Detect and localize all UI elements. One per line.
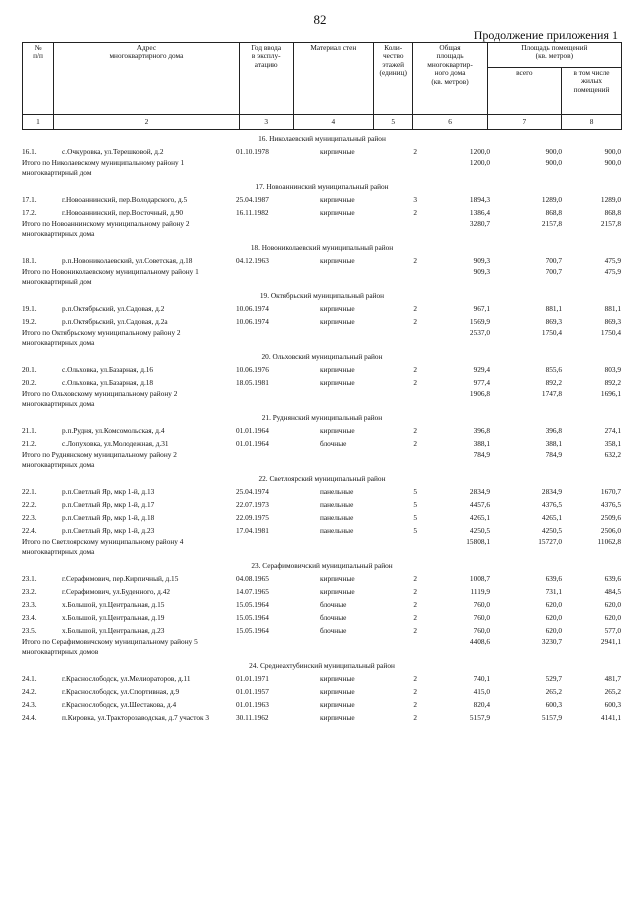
row-area-all: 4265,1 [541,513,562,522]
table-row [22,254,622,267]
row-area-living: 577,0 [604,626,621,635]
row-year: 01.01.1971 [236,674,269,683]
row-material: блочные [320,626,347,635]
total-area: 4408,6 [469,637,490,646]
region-heading: 16. Николаевский муниципальный район [258,134,386,143]
row-material: кирпичные [320,700,355,709]
row-address: с.Ольховка, ул.Базарная, д.16 [62,365,154,374]
total-label: Итого по Руднянскому муниципальному району 2 многоквартирных дома [22,450,177,469]
total-area-living: 11062,8 [597,537,621,546]
row-address: р.п.Светлый Яр, мкр 1-й, д.17 [62,500,155,509]
row-total-area: 929,4 [473,365,490,374]
row-area-living: 803,9 [604,365,621,374]
row-year: 10.06.1976 [236,365,269,374]
row-year: 10.06.1974 [236,304,269,313]
row-address: п.Кировка, ул.Тракторозаводская, д.7 участок 3 [62,713,210,722]
row-material: панельные [320,487,354,496]
row-total-area: 1894,3 [469,195,490,204]
row-total-area: 388,1 [473,439,490,448]
row-area-all: 1289,0 [541,195,562,204]
header-floors: Коли- чество этажей (единиц) [374,43,413,115]
row-floors: 2 [413,256,417,265]
row-floors: 5 [413,487,417,496]
continuation-title: Продолжение приложения 1 [473,28,618,42]
row-address: г.Серафимович, пер.Кирпичный, д.15 [62,574,179,583]
total-area-living: 475,9 [604,267,621,276]
table-row [22,363,622,376]
row-material: кирпичные [320,208,355,217]
total-area-living: 900,0 [604,158,621,167]
row-area-all: 700,7 [545,256,562,265]
total-area-living: 2941,1 [600,637,621,646]
row-total-area: 977,4 [473,378,490,387]
row-address: г.Краснослободск, ул.Спортивная, д.9 [62,687,180,696]
table-row [22,193,622,206]
row-total-area: 396,8 [473,426,490,435]
total-row [22,267,622,289]
row-area-all: 396,8 [545,426,562,435]
row-address: р.п.Рудня, ул.Комсомольская, д.4 [62,426,165,435]
row-area-living: 869,3 [604,317,621,326]
row-year: 17.04.1981 [236,526,269,535]
row-floors: 2 [413,208,417,217]
row-material: кирпичные [320,147,355,156]
row-total-area: 1008,7 [469,574,490,583]
row-total-area: 4250,5 [469,526,490,535]
row-year: 25.04.1987 [236,195,269,204]
row-area-living: 881,1 [604,304,621,313]
row-total-area: 415,0 [473,687,490,696]
row-floors: 2 [413,317,417,326]
table-row [22,585,622,598]
table-row [22,672,622,685]
total-label: Итого по Октябрьскому муниципальному району 2 многоквартирных дома [22,328,181,347]
total-row [22,450,622,472]
region-heading: 23. Серафимовичский муниципальный район [251,561,393,570]
row-address: с.Лопуховка, ул.Молодежная, д.31 [62,439,169,448]
row-area-living: 358,1 [604,439,621,448]
row-number: 19.1. [22,304,37,313]
total-label: Итого по Новоаннинскому муниципальному району 2 многоквартирных дома [22,219,190,238]
total-area: 1906,8 [469,389,490,398]
row-area-living: 265,2 [604,687,621,696]
col-number: 8 [562,115,622,130]
row-area-living: 892,2 [604,378,621,387]
row-number: 17.2. [22,208,37,217]
header-address: Адрес многоквартирного дома [53,43,239,115]
row-material: кирпичные [320,587,355,596]
row-area-all: 892,2 [545,378,562,387]
row-year: 14.07.1965 [236,587,269,596]
row-area-all: 4376,5 [541,500,562,509]
table-row [22,711,622,724]
col-number: 2 [53,115,239,130]
row-number: 20.2. [22,378,37,387]
row-area-living: 481,7 [604,674,621,683]
row-number: 21.2. [22,439,37,448]
row-material: кирпичные [320,674,355,683]
row-year: 22.07.1973 [236,500,269,509]
total-row [22,219,622,241]
row-number: 23.4. [22,613,37,622]
header-num: № п/п [23,43,54,115]
header-year: Год ввода в эксплу- атацию [239,43,293,115]
row-year: 22.09.1975 [236,513,269,522]
region-heading: 21. Руднянский муниципальный район [261,413,383,422]
table-row [22,376,622,389]
row-area-living: 600,3 [604,700,621,709]
total-area-living: 1696,1 [600,389,621,398]
row-area-all: 869,3 [545,317,562,326]
row-number: 22.1. [22,487,37,496]
total-label: Итого по Николаевскому муниципальному району 1 многоквартирный дом [22,158,185,177]
region-heading: 24. Среднеахтубинский муниципальный район [249,661,395,670]
header-premises: Площадь помещений (кв. метров) [487,43,621,68]
row-total-area: 4265,1 [469,513,490,522]
row-total-area: 760,0 [473,626,490,635]
row-material: блочные [320,600,347,609]
row-area-all: 5157,9 [541,713,562,722]
total-area: 909,3 [473,267,490,276]
row-address: р.п.Светлый Яр, мкр 1-й, д.23 [62,526,155,535]
row-address: г.Серафимович, ул.Буденного, д.42 [62,587,170,596]
total-area-living: 2157,8 [600,219,621,228]
row-area-all: 620,0 [545,613,562,622]
table-row [22,485,622,498]
region-heading: 18. Новониколаевский муниципальный район [250,243,394,252]
total-row [22,537,622,559]
row-area-all: 731,1 [545,587,562,596]
row-total-area: 4457,6 [469,500,490,509]
row-year: 04.12.1963 [236,256,269,265]
table-row [22,624,622,637]
row-number: 23.3. [22,600,37,609]
row-floors: 5 [413,500,417,509]
total-area-all: 700,7 [545,267,562,276]
row-year: 01.01.1957 [236,687,269,696]
row-year: 01.10.1978 [236,147,269,156]
page-number: 82 [313,12,327,27]
row-material: панельные [320,500,354,509]
row-area-all: 881,1 [545,304,562,313]
table-row [22,598,622,611]
row-area-all: 2834,9 [541,487,562,496]
table-row [22,302,622,315]
row-number: 16.1. [22,147,37,156]
row-area-all: 388,1 [545,439,562,448]
row-total-area: 740,1 [473,674,490,683]
row-material: кирпичные [320,574,355,583]
row-year: 18.05.1981 [236,378,269,387]
row-number: 23.1. [22,574,37,583]
row-area-living: 620,0 [604,613,621,622]
row-floors: 2 [413,378,417,387]
row-total-area: 1569,9 [469,317,490,326]
header-column-numbers [23,115,622,130]
row-number: 22.3. [22,513,37,522]
row-floors: 2 [413,613,417,622]
row-address: р.п.Светлый Яр, мкр 1-й, д.18 [62,513,155,522]
header-living: в том числе жилых помещений [562,68,622,115]
row-year: 01.01.1964 [236,439,269,448]
row-year: 30.11.1962 [236,713,269,722]
table-row [22,498,622,511]
total-area: 784,9 [473,450,490,459]
total-area: 3280,7 [469,219,490,228]
row-material: кирпичные [320,713,355,722]
row-floors: 2 [413,713,417,722]
row-address: х.Большой, ул.Центральная, д.15 [62,600,165,609]
row-address: х.Большой, ул.Центральная, д.19 [62,613,165,622]
row-material: блочные [320,439,347,448]
row-total-area: 909,3 [473,256,490,265]
row-area-all: 900,0 [545,147,562,156]
region-heading: 22. Светлоярский муниципальный район [258,474,386,483]
row-area-living: 639,6 [604,574,621,583]
header-all: всего [487,68,561,115]
row-floors: 2 [413,574,417,583]
col-number: 6 [413,115,487,130]
table-row [22,611,622,624]
row-floors: 2 [413,600,417,609]
total-area: 2537,0 [469,328,490,337]
row-year: 04.08.1965 [236,574,269,583]
row-area-all: 620,0 [545,600,562,609]
row-number: 24.2. [22,687,37,696]
row-area-all: 868,8 [545,208,562,217]
row-material: кирпичные [320,426,355,435]
row-total-area: 2834,9 [469,487,490,496]
row-address: с.Ольховка, ул.Базарная, д.18 [62,378,154,387]
row-year: 15.05.1964 [236,613,269,622]
table-row [22,511,622,524]
row-address: р.п.Новониколаевский, ул.Советская, д.18 [62,256,193,265]
row-material: кирпичные [320,365,355,374]
header-total-area: Общая площадь многоквартир- ного дома (кв. метров) [413,43,487,115]
total-area-all: 2157,8 [541,219,562,228]
row-material: кирпичные [320,687,355,696]
row-area-all: 4250,5 [541,526,562,535]
row-area-living: 868,8 [604,208,621,217]
row-address: с.Очкуровка, ул.Терешковой, д.2 [62,147,164,156]
row-floors: 2 [413,439,417,448]
row-floors: 2 [413,147,417,156]
row-total-area: 967,1 [473,304,490,313]
row-area-all: 265,2 [545,687,562,696]
table-row [22,315,622,328]
col-number: 7 [487,115,561,130]
row-floors: 2 [413,700,417,709]
row-year: 10.06.1974 [236,317,269,326]
row-number: 23.5. [22,626,37,635]
row-number: 24.1. [22,674,37,683]
row-number: 19.2. [22,317,37,326]
row-area-all: 600,3 [545,700,562,709]
row-address: х.Большой, ул.Центральная, д.23 [62,626,165,635]
table-row [22,424,622,437]
row-area-living: 4376,5 [600,500,621,509]
table-row [22,572,622,585]
row-area-living: 274,1 [604,426,621,435]
total-area-living: 632,2 [604,450,621,459]
row-area-living: 2506,0 [600,526,621,535]
row-year: 25.04.1974 [236,487,269,496]
row-floors: 2 [413,587,417,596]
row-material: кирпичные [320,304,355,313]
row-year: 15.05.1964 [236,600,269,609]
row-number: 20.1. [22,365,37,374]
row-area-living: 1670,7 [600,487,621,496]
row-area-living: 620,0 [604,600,621,609]
row-floors: 5 [413,526,417,535]
row-total-area: 760,0 [473,600,490,609]
row-total-area: 1200,0 [469,147,490,156]
row-floors: 2 [413,365,417,374]
total-area: 15808,1 [466,537,490,546]
col-number: 1 [23,115,54,130]
row-material: блочные [320,613,347,622]
total-row [22,328,622,350]
row-material: панельные [320,513,354,522]
row-floors: 2 [413,674,417,683]
row-area-living: 484,5 [604,587,621,596]
row-material: кирпичные [320,317,355,326]
table-row [22,685,622,698]
row-floors: 2 [413,304,417,313]
row-number: 22.4. [22,526,37,535]
table-header [22,42,622,130]
row-number: 21.1. [22,426,37,435]
table-row [22,206,622,219]
row-material: панельные [320,526,354,535]
row-address: г.Новоаннинский, пер.Володарского, д.5 [62,195,188,204]
row-floors: 2 [413,626,417,635]
row-total-area: 5157,9 [469,713,490,722]
row-number: 18.1. [22,256,37,265]
row-area-living: 2509,6 [600,513,621,522]
row-address: г.Новоаннинский, пер.Восточный, д.90 [62,208,184,217]
row-area-all: 639,6 [545,574,562,583]
row-year: 16.11.1982 [236,208,269,217]
row-address: г.Краснослободск, ул.Мелиораторов, д.11 [62,674,191,683]
row-total-area: 1119,9 [470,587,490,596]
table-row [22,437,622,450]
row-year: 01.01.1964 [236,426,269,435]
total-area-all: 15727,0 [538,537,562,546]
total-area-all: 784,9 [545,450,562,459]
total-label: Итого по Светлоярскому муниципальному району 4 многоквартирных дома [22,537,184,556]
row-floors: 2 [413,426,417,435]
table-row [22,524,622,537]
col-number: 5 [374,115,413,130]
total-area-all: 900,0 [545,158,562,167]
table-row [22,698,622,711]
region-heading: 19. Октябрьский муниципальный район [259,291,385,300]
row-area-living: 4141,1 [600,713,621,722]
row-number: 22.2. [22,500,37,509]
region-heading: 17. Новоаннинский муниципальный район [255,182,389,191]
row-total-area: 820,4 [473,700,490,709]
row-area-all: 620,0 [545,626,562,635]
total-row [22,389,622,411]
total-area-all: 1750,4 [541,328,562,337]
row-floors: 2 [413,687,417,696]
total-row [22,637,622,659]
row-address: г.Краснослободск, ул.Шестакова, д.4 [62,700,177,709]
row-year: 01.01.1963 [236,700,269,709]
total-row [22,158,622,180]
row-total-area: 760,0 [473,613,490,622]
row-number: 23.2. [22,587,37,596]
total-label: Итого по Новониколаевскому муниципальному району 1 многоквартирный дом [22,267,199,286]
row-area-living: 475,9 [604,256,621,265]
row-area-all: 529,7 [545,674,562,683]
table-body [22,132,622,724]
total-label: Итого по Серафимовичскому муниципальному району 5 многоквартирных домов [22,637,198,656]
col-number: 3 [239,115,293,130]
row-area-living: 900,0 [604,147,621,156]
row-address: р.п.Октябрьский, ул.Садовая, д.2 [62,304,165,313]
total-area-living: 1750,4 [600,328,621,337]
total-label: Итого по Ольховскому муниципальному району 2 многоквартирных дома [22,389,178,408]
total-area-all: 1747,8 [541,389,562,398]
table-row [22,145,622,158]
total-area-all: 3230,7 [541,637,562,646]
header-material: Материал стен [293,43,374,115]
row-year: 15.05.1964 [236,626,269,635]
col-number: 4 [293,115,374,130]
row-number: 24.4. [22,713,37,722]
total-area: 1200,0 [469,158,490,167]
row-area-all: 855,6 [545,365,562,374]
row-address: р.п.Светлый Яр, мкр 1-й, д.13 [62,487,155,496]
row-number: 17.1. [22,195,37,204]
row-floors: 5 [413,513,417,522]
row-floors: 3 [413,195,417,204]
row-area-living: 1289,0 [600,195,621,204]
row-address: р.п.Октябрьский, ул.Садовая, д.2а [62,317,168,326]
row-material: кирпичные [320,256,355,265]
row-material: кирпичные [320,195,355,204]
row-material: кирпичные [320,378,355,387]
region-heading: 20. Ольховский муниципальный район [261,352,383,361]
row-number: 24.3. [22,700,37,709]
row-total-area: 1386,4 [469,208,490,217]
